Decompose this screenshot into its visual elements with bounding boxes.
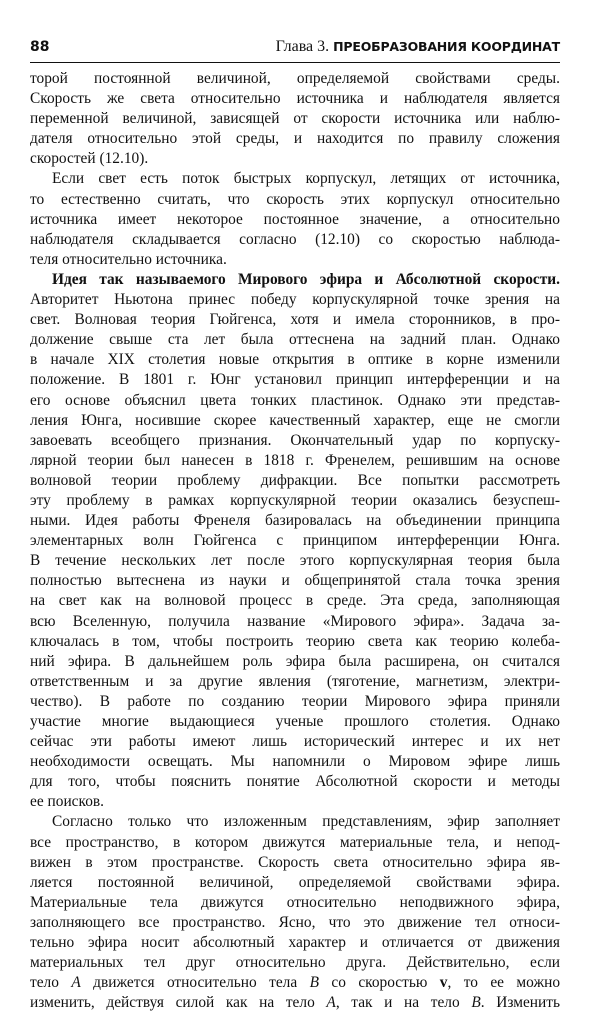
text-run: , так и на тело xyxy=(335,994,472,1012)
text-run: изменить, действуя силой как на тело xyxy=(30,994,327,1012)
text-line: его основе объяснил цвета тонких пластинок. Однако эти представ- xyxy=(30,391,560,409)
paragraph-2 xyxy=(30,169,560,269)
text-line: ления Юнга, носившие скорее качественный характер, еще не смогли xyxy=(30,411,560,429)
variable-b: B xyxy=(309,974,319,992)
text-line: ляется постоянной величиной, определяемой свойствами эфира. xyxy=(30,873,560,891)
text-line: эту проблему в рамках корпускулярной теории оказались безуспеш- xyxy=(30,491,560,509)
text-run: со скоростью xyxy=(319,974,440,992)
text-line: для того, чтобы пояснить понятие Абсолютной скорости и методы xyxy=(30,773,560,791)
text-line: заполняющего все пространство. Ясно, что это движение тел относи- xyxy=(30,913,560,931)
variable-a: A xyxy=(326,994,336,1012)
text-line: ний эфира. В дальнейшем роль эфира была расширена, он считался xyxy=(30,652,560,670)
text-line: тельно эфира носит абсолютный характер и отличается от движения xyxy=(30,934,560,952)
body-text xyxy=(30,69,560,1013)
paragraph-3 xyxy=(30,270,560,813)
text-line: материальных тел друг относительно друга. Действительно, если xyxy=(30,954,560,972)
text-run: . Изменить xyxy=(480,994,561,1012)
text-line: дателя относительно этой среды, и находится по правилу сложения xyxy=(30,130,560,148)
book-page xyxy=(30,38,560,1013)
text-line: переменной величиной, зависящей от скорости источника или наблю- xyxy=(30,110,560,128)
text-line: Если свет есть поток быстрых корпускул, летящих от источника, xyxy=(52,170,560,188)
text-line: чество). В работе по созданию теории Мирового эфира приняли xyxy=(30,692,560,710)
text-line: Авторитет Ньютона принес победу корпускулярной точке зрения на xyxy=(30,291,560,309)
text-line xyxy=(30,973,560,993)
text-line: участие многие выдающиеся ученые прошлого столетия. Однако xyxy=(30,713,560,730)
section-heading: Идея так называемого Мирового эфира и Абсолютной скорости. xyxy=(52,270,560,288)
text-line: то естественно считать, что скорость этих корпускул относительно xyxy=(30,190,560,208)
text-line: свет. Волновая теория Гюйгенса, хотя и имела сторонников, в про- xyxy=(30,311,560,329)
running-head xyxy=(276,38,560,56)
text-run: движется относительно тела xyxy=(80,974,310,992)
text-line: ключалась в том, чтобы построить теорию света как теорию колеба- xyxy=(30,632,560,650)
text-line: полностью вытеснена из науки и общепринятой стала точка зрения xyxy=(30,572,560,590)
text-line: Согласно только что изложенным представлениям, эфир заполняет xyxy=(52,813,560,831)
header-rule xyxy=(30,62,560,63)
variable-a: A xyxy=(71,974,81,992)
text-line: торой постоянной величиной, определяемой свойствами среды. xyxy=(30,70,560,87)
page-header xyxy=(30,38,560,60)
text-line: в начале XIX столетия новые открытия в оптике в корне изменили xyxy=(30,351,560,369)
paragraph-4 xyxy=(30,812,560,1013)
text-line xyxy=(30,993,560,1013)
text-line: завоевать всеобщего признания. Окончательный удар по корпуску- xyxy=(30,431,560,449)
text-line: элементарных волн Гюйгенса с принципом интерференции Юнга. xyxy=(30,532,560,550)
text-line: источника имеет некоторое постоянное значение, а относительно xyxy=(30,210,560,228)
text-line: Материальные тела движутся относительно неподвижного эфира, xyxy=(30,893,560,911)
text-line: ответственным и за другие явления (тяготение, магнетизм, электри- xyxy=(30,672,560,690)
text-line: наблюдателя складывается согласно (12.10) со скоростью наблюда- xyxy=(30,230,560,248)
vector-v: v xyxy=(439,974,448,992)
text-line: волновой теории проблему дифракции. Все попытки рассмотреть xyxy=(30,471,560,489)
text-line: необходимости освещать. Мы напомнили о Мировом эфире лишь xyxy=(30,753,560,771)
chapter-label: Глава 3. xyxy=(275,38,330,55)
text-run: , то ее можно xyxy=(447,974,561,992)
text-line: вижен в этом пространстве. Скорость света относительно эфира яв- xyxy=(30,853,560,871)
text-line: положение. В 1801 г. Юнг установил принцип интерференции и на xyxy=(30,371,560,389)
text-line: лярной теории был нанесен в 1818 г. Френелем, решившим на основе xyxy=(30,451,560,469)
text-line: Скорость же света относительно источника и наблюдателя является xyxy=(30,90,560,108)
text-line: сейчас эти работы имеют лишь исторический интерес и их нет xyxy=(30,733,560,751)
text-line: все пространство, в котором движутся материальные тела, и непод- xyxy=(30,833,560,851)
page-number: 88 xyxy=(30,39,50,55)
text-line: ее поисков. xyxy=(30,793,105,811)
text-line: должение свыше ста лет была оттеснена на задний план. Однако xyxy=(30,331,560,349)
chapter-title: ПРЕОБРАЗОВАНИЯ КООРДИНАТ xyxy=(333,39,560,54)
paragraph-1 xyxy=(30,69,560,169)
text-line: на свет как на волновой процесс в среде. Эта среда, заполняющая xyxy=(30,592,560,610)
variable-b: B xyxy=(471,994,481,1012)
text-line: скоростей (12.10). xyxy=(30,150,149,168)
text-line: теля относительно источника. xyxy=(30,250,227,268)
text-line: всю Вселенную, получила название «Мирового эфира». Задача за- xyxy=(30,612,560,630)
text-line: В течение нескольких лет после этого корпускулярная теория была xyxy=(30,552,560,570)
text-line: ными. Идея работы Френеля базировалась на объединении принципа xyxy=(30,512,560,530)
text-run: тело xyxy=(30,974,72,992)
